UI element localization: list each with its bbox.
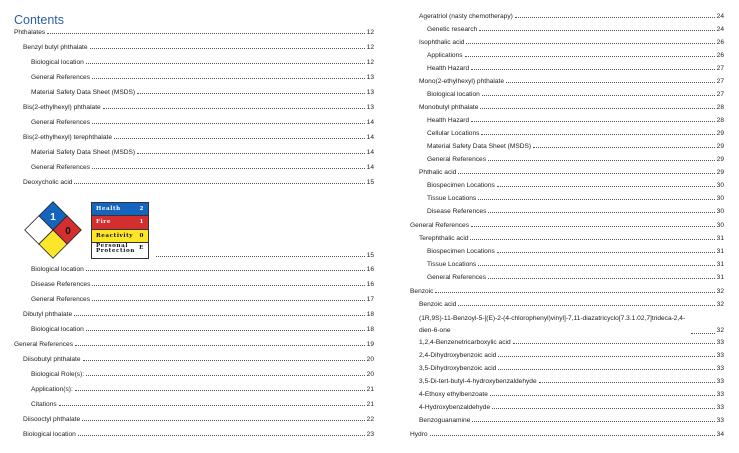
- toc-entry-title: Material Safety Data Sheet (MSDS): [427, 143, 532, 150]
- toc-entry-title: Benzoic: [410, 288, 434, 295]
- toc-dot-leader: [86, 323, 365, 331]
- toc-dot-leader: [78, 428, 365, 436]
- toc-dot-leader: [471, 62, 715, 70]
- toc-dot-leader: [86, 368, 365, 376]
- toc-dot-leader: [92, 116, 365, 124]
- toc-entry-title: Material Safety Data Sheet (MSDS): [31, 149, 136, 156]
- toc-dot-leader: [465, 49, 715, 57]
- toc-page-number: 33: [716, 404, 724, 411]
- toc-page-number: 24: [716, 26, 724, 33]
- left-entry[interactable]: [14, 323, 374, 334]
- toc-dot-leader: [137, 86, 365, 94]
- toc-page-number: 24: [716, 13, 724, 20]
- toc-page-number: 17: [366, 296, 374, 303]
- hmis-fire-label: Fire: [96, 219, 112, 226]
- toc-dot-leader: [86, 56, 365, 64]
- toc-page-number: 33: [716, 352, 724, 359]
- right-entry[interactable]: [410, 232, 724, 243]
- toc-page-number: 16: [366, 266, 374, 273]
- toc-dot-leader: [513, 336, 715, 344]
- right-entry[interactable]: [410, 23, 724, 34]
- toc-dot-leader: [515, 10, 715, 18]
- toc-entry-title: Biological Role(s):: [31, 371, 85, 378]
- toc-page-number: 13: [366, 89, 374, 96]
- hmis-fire-row: [92, 216, 148, 229]
- toc-entry-title: Biospecimen Locations: [427, 248, 495, 255]
- toc-entry-title: Citations: [31, 401, 57, 408]
- right-entry[interactable]: [410, 62, 724, 73]
- right-entry[interactable]: [410, 388, 724, 399]
- toc-dot-leader: [471, 219, 715, 227]
- toc-page-number: 14: [366, 149, 374, 156]
- right-entry[interactable]: [410, 10, 724, 21]
- toc-dot-leader: [533, 140, 715, 148]
- toc-entry-title: General References: [427, 274, 487, 281]
- toc-entry-title: General References: [31, 164, 91, 171]
- toc-dot-leader: [506, 75, 715, 83]
- toc-page-number: 15: [366, 252, 374, 259]
- toc-entry-title: Cellular Locations: [427, 130, 480, 137]
- toc-dot-leader: [430, 428, 715, 436]
- hmis-health-label: Health: [96, 206, 121, 213]
- right-entry[interactable]: [410, 298, 724, 309]
- toc-entry-title: Bis(2-ethylhexyl) phthalate: [23, 104, 101, 111]
- right-entry[interactable]: [410, 414, 724, 425]
- toc-page-number: 29: [716, 169, 724, 176]
- toc-entry-title: Applications: [427, 52, 463, 59]
- toc-page-number: 21: [366, 401, 374, 408]
- toc-entry-title: Health Hazard: [427, 117, 470, 124]
- toc-page-number: 26: [716, 52, 724, 59]
- toc-entry-title: Material Safety Data Sheet (MSDS): [31, 89, 136, 96]
- toc-entry-title: General References: [31, 119, 91, 126]
- toc-entry-title: General References: [410, 222, 470, 229]
- toc-entry-title: 4-Ethoxy ethylbenzoate: [419, 391, 488, 398]
- right-entry[interactable]: [410, 205, 724, 216]
- toc-dot-leader: [497, 179, 715, 187]
- toc-page-number: 19: [366, 341, 374, 348]
- toc-entry-title: General References: [31, 74, 91, 81]
- toc-entry-title: Mono(2-ethylhexyl) phthalate: [419, 78, 505, 85]
- hmis-health-value: 2: [139, 206, 144, 213]
- hmis-reactivity-value: 0: [139, 232, 144, 239]
- nfpa-health-value: 2: [35, 226, 41, 237]
- toc-entry-title: Benzoguanamine: [419, 417, 471, 424]
- toc-page-number: 27: [716, 78, 724, 85]
- toc-entry-title: (1R,9S)-11-Benzoyl-5-[(E)-2-(4-chlorophenyl)vinyl]-7,11-diazatricyclo[7.3.1.02,7]trideca-2,4-dien-6-one: [419, 315, 686, 334]
- toc-entry-title: Isophthalic acid: [419, 39, 465, 46]
- right-entry[interactable]: [410, 36, 724, 47]
- toc-page-number: 12: [366, 59, 374, 66]
- toc-dot-leader: [481, 127, 714, 135]
- toc-page-number: 12: [366, 29, 374, 36]
- toc-dot-leader: [492, 401, 715, 409]
- toc-page-number: 31: [716, 248, 724, 255]
- toc-page-number: 31: [716, 235, 724, 242]
- left-entry[interactable]: [14, 278, 374, 289]
- left-entry[interactable]: [14, 161, 374, 172]
- toc-page-number: 15: [366, 179, 374, 186]
- toc-entry-title: Biological location: [31, 326, 84, 333]
- toc-entry-title: Terephthalic acid: [419, 235, 469, 242]
- right-entry[interactable]: [410, 192, 724, 203]
- hmis-label: [91, 202, 149, 259]
- left-entry[interactable]: [14, 146, 374, 157]
- right-entry[interactable]: [410, 140, 724, 151]
- toc-dot-leader: [471, 114, 715, 122]
- left-entry[interactable]: [14, 263, 374, 274]
- right-entry[interactable]: [410, 114, 724, 125]
- toc-entry-title: Disease References: [31, 281, 91, 288]
- toc-page-number: 14: [366, 164, 374, 171]
- toc-dot-leader: [490, 388, 715, 396]
- toc-entry-title: 3,5-Di-tert-butyl-4-hydroxybenzaldehyde: [419, 378, 537, 385]
- right-entry[interactable]: [410, 401, 724, 412]
- hmis-health-row: [92, 203, 148, 216]
- left-entry[interactable]: [14, 338, 374, 349]
- toc-page-number: 30: [716, 208, 724, 215]
- toc-dot-leader: [498, 349, 714, 357]
- toc-dot-leader: [691, 326, 715, 334]
- right-entry[interactable]: [410, 153, 724, 164]
- toc-entry-title: Genetic research: [427, 26, 478, 33]
- toc-entry-title: 1,2,4-Benzenetricarboxylic acid: [419, 339, 511, 346]
- toc-dot-leader: [82, 413, 364, 421]
- toc-dot-leader: [114, 131, 365, 139]
- toc-entry-title: Hydro: [410, 431, 428, 438]
- toc-entry-title: Diisooctyl phthalate: [23, 416, 81, 423]
- right-entry[interactable]: [410, 336, 724, 347]
- toc-dot-leader: [92, 293, 365, 301]
- toc-dot-leader: [488, 153, 715, 161]
- hmis-reactivity-label: Reactivity: [96, 232, 134, 239]
- toc-dot-leader: [488, 271, 715, 279]
- toc-dot-leader: [488, 205, 714, 213]
- toc-page-number: 28: [716, 117, 724, 124]
- right-entry[interactable]: [410, 75, 724, 86]
- left-entry[interactable]: [14, 413, 374, 424]
- right-entry[interactable]: [410, 101, 724, 112]
- toc-page-number: 29: [716, 143, 724, 150]
- toc-entry-title: Benzoic acid: [419, 301, 457, 308]
- toc-entry-title: 4-Hydroxybenzaldehyde: [419, 404, 491, 411]
- toc-page-number: 33: [716, 417, 724, 424]
- right-entry[interactable]: [410, 271, 724, 282]
- toc-page-number: 33: [716, 391, 724, 398]
- toc-entry-title: Phthalic acid: [419, 169, 457, 176]
- right-entry[interactable]: [410, 127, 724, 138]
- toc-entry-title: General References: [14, 341, 74, 348]
- toc-page-number: 13: [366, 104, 374, 111]
- toc-page-number: 33: [716, 339, 724, 346]
- toc-entry-title: Application(s):: [31, 386, 73, 393]
- toc-dot-leader: [86, 263, 365, 271]
- right-entry[interactable]: [410, 179, 724, 190]
- toc-page-number: 12: [366, 44, 374, 51]
- left-entry[interactable]: [14, 86, 374, 97]
- toc-dot-leader: [59, 398, 365, 406]
- toc-page-number: 20: [366, 371, 374, 378]
- left-entry[interactable]: [14, 131, 374, 142]
- toc-page-number: 27: [716, 65, 724, 72]
- toc-entry-title: 3,5-Dihydroxybenzoic acid: [419, 365, 497, 372]
- toc-page-number: 21: [366, 386, 374, 393]
- toc-entry-title: Tissue Locations: [427, 261, 477, 268]
- right-entry[interactable]: [410, 49, 724, 60]
- toc-page-number: 16: [366, 281, 374, 288]
- toc-dot-leader: [498, 362, 714, 370]
- left-entry[interactable]: [14, 368, 374, 379]
- toc-entry-title: Diisobutyl phthalate: [23, 356, 81, 363]
- toc-dot-leader: [137, 146, 365, 154]
- toc-page-number: 31: [716, 274, 724, 281]
- right-entry[interactable]: [410, 88, 724, 99]
- toc-entry-title: Biological location: [31, 266, 84, 273]
- left-entry[interactable]: [14, 383, 374, 394]
- toc-dot-leader: [90, 41, 365, 49]
- left-entry[interactable]: [14, 41, 374, 52]
- hmis-ppe-row: [92, 243, 148, 256]
- toc-page-number: 26: [716, 39, 724, 46]
- toc-page-number: 23: [366, 431, 374, 438]
- toc-entry-title: Biological location: [427, 91, 480, 98]
- left-entry[interactable]: [14, 293, 374, 304]
- toc-entry-title: Biological location: [31, 59, 84, 66]
- toc-dot-leader: [470, 232, 714, 240]
- toc-page-number: 22: [366, 416, 374, 423]
- toc-page-number: 18: [366, 326, 374, 333]
- right-entry[interactable]: [410, 285, 724, 296]
- toc-entry-title: Biological location: [23, 431, 76, 438]
- left-entry[interactable]: [14, 116, 374, 127]
- left-entry[interactable]: [14, 353, 374, 364]
- toc-dot-leader: [92, 71, 365, 79]
- nfpa-reactivity-value: 0: [65, 226, 71, 237]
- toc-page-number: 30: [716, 195, 724, 202]
- nfpa-fire-value: 1: [50, 212, 56, 223]
- toc-dot-leader: [478, 192, 714, 200]
- toc-dot-leader: [156, 249, 365, 257]
- toc-entry-title: Biospecimen Locations: [427, 182, 495, 189]
- left-entry[interactable]: [14, 176, 374, 187]
- toc-dot-leader: [47, 26, 364, 34]
- toc-entry-title: Benzyl butyl phthalate: [23, 44, 88, 51]
- right-entry[interactable]: [410, 428, 724, 439]
- toc-entry-title: Health Hazard: [427, 65, 470, 72]
- toc-dot-leader: [539, 375, 715, 383]
- toc-entry-title: General References: [427, 156, 487, 163]
- right-entry[interactable]: [410, 349, 724, 360]
- hmis-fire-value: 1: [139, 219, 144, 226]
- toc-page-number: 32: [716, 288, 724, 295]
- hmis-ppe-value: E: [139, 245, 144, 252]
- page-title: Contents: [14, 13, 65, 27]
- toc-page-number: 33: [716, 378, 724, 385]
- toc-entry-title: Bis(2-ethylhexyl) terephthalate: [23, 134, 113, 141]
- hmis-reactivity-row: [92, 230, 148, 243]
- toc-dot-leader: [482, 88, 715, 96]
- toc-entry-title: Tissue Locations: [427, 195, 477, 202]
- right-entry[interactable]: [410, 362, 724, 373]
- nfpa-diamond-icon: [24, 201, 82, 259]
- left-entry[interactable]: [14, 26, 374, 37]
- left-entry[interactable]: [14, 428, 374, 439]
- toc-dot-leader: [479, 23, 714, 31]
- toc-page-number: 34: [716, 431, 724, 438]
- toc-page-number: 33: [716, 365, 724, 372]
- right-entry[interactable]: [410, 313, 724, 337]
- right-entry[interactable]: [410, 219, 724, 230]
- toc-page-number: 32: [716, 327, 724, 334]
- toc-dot-leader: [478, 258, 714, 266]
- toc-dot-leader: [74, 176, 364, 184]
- toc-dot-leader: [466, 36, 714, 44]
- toc-page-number: 27: [716, 91, 724, 98]
- toc-dot-leader: [472, 414, 714, 422]
- toc-dot-leader: [458, 298, 714, 306]
- toc-page-number: 14: [366, 134, 374, 141]
- toc-page-number: 13: [366, 74, 374, 81]
- right-entry[interactable]: [410, 166, 724, 177]
- toc-dot-leader: [103, 101, 365, 109]
- left-entry[interactable]: [14, 308, 374, 319]
- toc-page-number: 14: [366, 119, 374, 126]
- toc-dot-leader: [480, 101, 714, 109]
- toc-page-number: 20: [366, 356, 374, 363]
- left-entry[interactable]: [14, 71, 374, 82]
- toc-entry-title: Deoxycholic acid: [23, 179, 73, 186]
- right-entry[interactable]: [410, 375, 724, 386]
- toc-entry-title: Phthalates: [14, 29, 46, 36]
- toc-page-number: 31: [716, 261, 724, 268]
- toc-page-number: 28: [716, 104, 724, 111]
- toc-page-number: 29: [716, 130, 724, 137]
- toc-dot-leader: [75, 338, 365, 346]
- toc-entry-title: General References: [31, 296, 91, 303]
- right-entry[interactable]: [410, 258, 724, 269]
- left-entry[interactable]: [14, 56, 374, 67]
- toc-entry-title: Monobutyl phthalate: [419, 104, 479, 111]
- toc-page-number: 18: [366, 311, 374, 318]
- toc-page-number: 29: [716, 156, 724, 163]
- toc-dot-leader: [75, 383, 365, 391]
- left-entry[interactable]: [14, 101, 374, 112]
- toc-page-number: 30: [716, 182, 724, 189]
- toc-dot-leader: [83, 353, 365, 361]
- toc-page-number: 30: [716, 222, 724, 229]
- left-entry[interactable]: [14, 398, 374, 409]
- toc-entry-title: 2,4-Dihydroxybenzoic acid: [419, 352, 497, 359]
- right-entry[interactable]: [410, 245, 724, 256]
- toc-page-number: 32: [716, 301, 724, 308]
- toc-dot-leader: [497, 245, 715, 253]
- toc-dot-leader: [92, 161, 365, 169]
- toc-dot-leader: [74, 308, 365, 316]
- toc-entry-title: Dibutyl phthalate: [23, 311, 73, 318]
- toc-dot-leader: [435, 285, 714, 293]
- toc-entry-title: Ageratriol (nasty chemotherapy): [419, 13, 513, 20]
- toc-dot-leader: [458, 166, 714, 174]
- hmis-ppe-label: Personal Protection: [96, 242, 135, 255]
- toc-dot-leader: [92, 278, 364, 286]
- toc-entry-title: Disease References: [427, 208, 487, 215]
